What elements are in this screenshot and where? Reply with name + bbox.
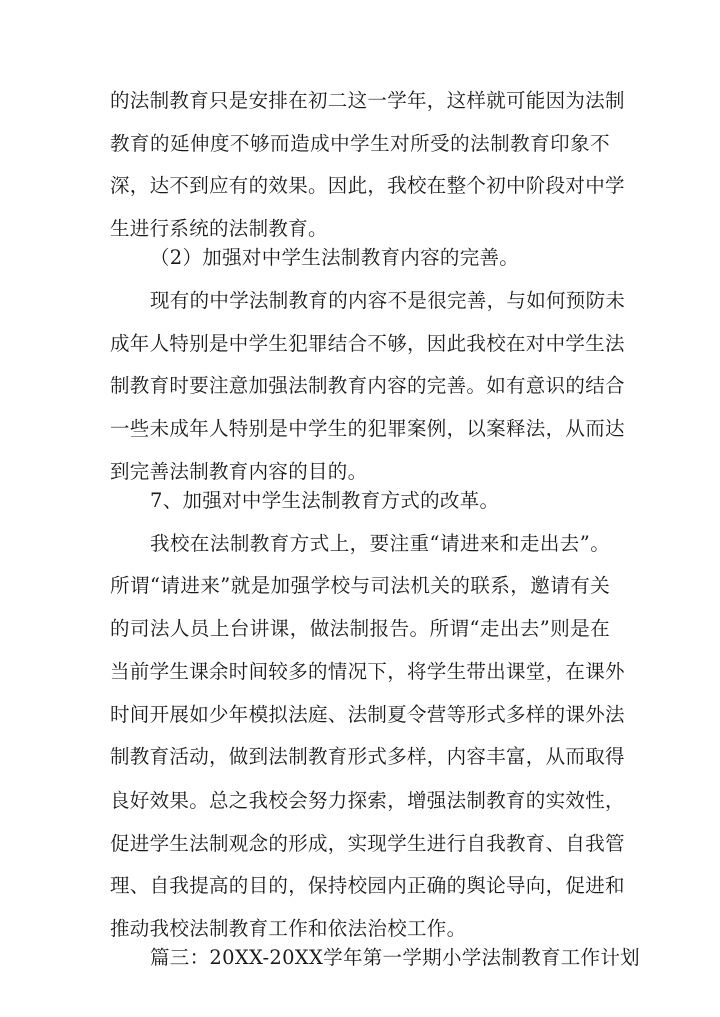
paragraph-line: 现有的中学法制教育的内容不是很完善，与如何预防未 (150, 289, 626, 312)
section-heading: （2）加强对中学生法制教育内容的完善。 (150, 246, 520, 269)
paragraph-line: 生进行系统的法制教育。 (110, 217, 328, 240)
paragraph-line: 到完善法制教育内容的目的。 (110, 460, 368, 483)
paragraph-line: 当前学生课余时间较多的情况下，将学生带出课堂，在课外 (110, 660, 625, 683)
paragraph-line: 制教育时要注意加强法制教育内容的完善。如有意识的结合 (110, 374, 625, 397)
paragraph-line: 一些未成年人特别是中学生的犯罪案例，以案释法，从而达 (110, 417, 625, 440)
paragraph-line: 深，达不到应有的效果。因此，我校在整个初中阶段对中学 (110, 174, 625, 197)
paragraph-line: 成年人特别是中学生犯罪结合不够，因此我校在对中学生法 (110, 332, 625, 355)
paragraph-line: 所谓“请进来”就是加强学校与司法机关的联系，邀请有关 (110, 574, 610, 597)
paragraph-line: 教育的延伸度不够而造成中学生对所受的法制教育印象不 (110, 132, 610, 155)
section-heading: 7、加强对中学生法制教育方式的改革。 (150, 489, 500, 512)
section-title: 篇三：20XX-20XX学年第一学期小学法制教育工作计划 (150, 946, 640, 969)
paragraph-line: 良好效果。总之我校会努力探索，增强法制教育的实效性， (110, 789, 625, 812)
paragraph-line: 制教育活动，做到法制教育形式多样，内容丰富，从而取得 (110, 745, 625, 768)
paragraph-line: 的法制教育只是安排在初二这一学年，这样就可能因为法制 (110, 89, 625, 112)
paragraph-line: 的司法人员上台讲课，做法制报告。所谓“走出去”则是在 (110, 617, 610, 640)
paragraph-line: 时间开展如少年模拟法庭、法制夏令营等形式多样的课外法 (110, 703, 625, 726)
paragraph-line: 我校在法制教育方式上，要注重“请进来和走出去”。 (150, 532, 610, 555)
paragraph-line: 推动我校法制教育工作和依法治校工作。 (110, 917, 467, 940)
paragraph-line: 促进学生法制观念的形成，实现学生进行自我教育、自我管 (110, 832, 625, 855)
paragraph-line: 理、自我提高的目的，保持校园内正确的舆论导向，促进和 (110, 874, 625, 897)
